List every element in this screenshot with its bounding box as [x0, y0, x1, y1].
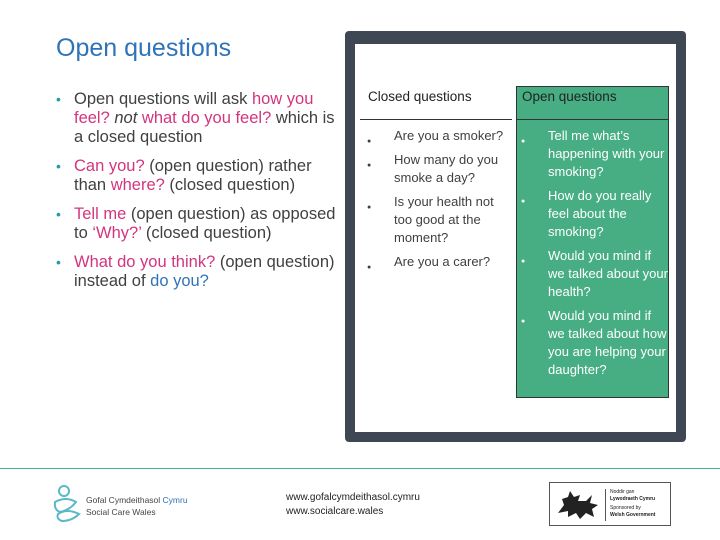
open-question-text: How do you really feel about the smoking?: [548, 188, 652, 239]
open-question-item: [518, 187, 668, 241]
closed-question-item: [363, 253, 511, 271]
bullet-item: [56, 157, 336, 195]
closed-question-text: Is your health not too good at the moment?: [394, 194, 494, 245]
bullet-item: [56, 90, 336, 147]
logo-text: Noddir gan: [610, 489, 635, 495]
bullet-text: which is a closed question: [74, 109, 335, 146]
bullet-text: (open question) rather than: [74, 157, 312, 194]
logo-text: Welsh Government: [610, 512, 656, 518]
closed-question-item: [363, 127, 511, 145]
social-care-wales-emblem-icon: [52, 484, 82, 524]
bullet-text: Open questions will ask: [74, 90, 252, 108]
logo-text: Lywodraeth Cymru: [610, 496, 656, 502]
open-questions-list: [518, 127, 668, 385]
closed-question-text: Are you a smoker?: [394, 128, 504, 143]
bullet-marker: •: [56, 158, 61, 174]
open-question-item: [518, 307, 668, 379]
highlight-phrase: do you?: [150, 272, 209, 290]
highlight-phrase: ‘Why?’: [92, 224, 142, 242]
welsh-government-logo: [549, 482, 671, 526]
highlight-phrase: What do you think?: [74, 253, 216, 271]
bullet-marker: •: [56, 254, 61, 270]
logo-text: Sponsored by: [610, 505, 641, 511]
footer-links: [286, 491, 420, 519]
bullet-text: (open question) instead of: [74, 253, 335, 290]
bullet-item: [56, 205, 336, 243]
bullet-item: [56, 253, 336, 291]
header-divider: [360, 119, 512, 120]
emphasis-word: not: [114, 109, 138, 127]
closed-questions-list: [363, 127, 511, 277]
bullet-marker: ●: [521, 138, 526, 145]
closed-question-item: [363, 193, 511, 247]
open-question-text: Would you mind if we talked about your health?: [548, 248, 668, 299]
bullet-marker: ●: [367, 264, 372, 271]
closed-question-item: [363, 151, 511, 187]
highlight-phrase: where?: [110, 176, 165, 194]
logo-welsh-name: Gofal Cymdeithasol Cymru: [86, 495, 188, 505]
bullet-marker: ●: [367, 138, 372, 145]
bullet-list: [56, 90, 336, 301]
bullet-text: (open question) as opposed to: [74, 205, 336, 242]
open-question-text: Would you mind if we talked about how you are helping your daughter?: [548, 308, 667, 377]
bullet-marker: ●: [367, 162, 372, 169]
highlight-phrase: Can you?: [74, 157, 145, 175]
open-question-item: [518, 247, 668, 301]
footer-divider: [0, 468, 720, 469]
bullet-marker: ●: [367, 204, 372, 211]
header-divider: [516, 119, 669, 120]
social-care-wales-logo: [52, 484, 222, 524]
bullet-text: (closed question): [164, 176, 296, 194]
open-question-item: [518, 127, 668, 181]
bullet-marker: •: [56, 91, 61, 107]
bullet-marker: •: [56, 206, 61, 222]
open-question-text: Tell me what’s happening with your smoking?: [548, 128, 665, 179]
highlight-phrase: Tell me: [74, 205, 127, 223]
welsh-dragon-icon: [554, 487, 602, 523]
closed-question-text: Are you a carer?: [394, 254, 491, 269]
closed-questions-header: Closed questions: [368, 89, 472, 104]
welsh-website-link[interactable]: www.gofalcymdeithasol.cymru: [286, 492, 420, 503]
bullet-text: (closed question): [141, 224, 272, 242]
open-questions-header: Open questions: [522, 89, 617, 104]
slide-title: Open questions: [56, 34, 232, 62]
bullet-marker: ●: [521, 198, 526, 205]
english-website-link[interactable]: www.socialcare.wales: [286, 506, 384, 517]
highlight-phrase: how you feel?: [74, 90, 314, 127]
highlight-phrase: what do you feel?: [141, 109, 272, 127]
bullet-marker: ●: [521, 258, 526, 265]
bullet-marker: ●: [521, 318, 526, 325]
closed-question-text: How many do you smoke a day?: [394, 152, 499, 185]
logo-english-name: Social Care Wales: [86, 507, 156, 517]
logo-separator: [605, 489, 606, 521]
